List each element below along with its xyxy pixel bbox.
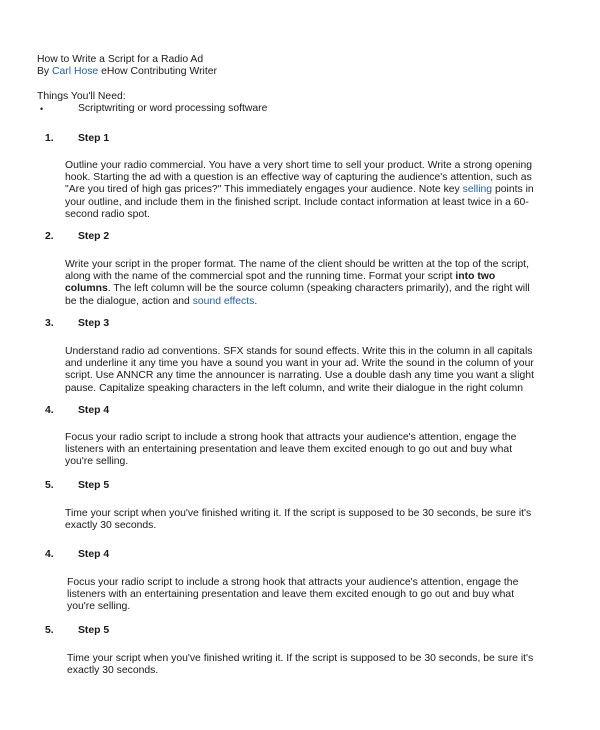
step-paragraph: [65, 259, 535, 308]
byline-prefix: By: [37, 66, 53, 77]
article-title: How to Write a Script for a Radio Ad: [37, 54, 204, 65]
bullet-icon: •: [40, 104, 44, 114]
step-text: . The left column will be the source column (speaking characters primarily), and the right will: [107, 283, 530, 295]
step-paragraph: [67, 653, 537, 677]
step-label: Step 2: [78, 231, 110, 242]
step-number: 5.: [45, 625, 54, 636]
step-paragraph: [65, 508, 535, 532]
step-text: points in: [492, 184, 534, 196]
step-label: Step 4: [78, 549, 110, 560]
step-bold-text: into two: [455, 271, 496, 283]
step-text-line: [65, 271, 535, 283]
step-text-line: exactly 30 seconds.: [65, 520, 157, 532]
step-text: be the dialogue, action and: [65, 295, 193, 307]
step-text: along with the name of the commercial spot and the running time. Format your script: [65, 271, 456, 283]
sound-effects-link[interactable]: sound effects: [192, 295, 255, 307]
step-text-line: [65, 296, 535, 308]
step-text-line: hook. Starting the ad with a question is an effective way of capturing the audience's attention, such as: [65, 172, 532, 184]
step-number: 4.: [45, 549, 54, 560]
byline-suffix: eHow Contributing Writer: [98, 66, 217, 77]
step-label: Step 3: [78, 318, 110, 329]
step-text-line: [65, 184, 535, 196]
step-paragraph: [67, 577, 537, 614]
step-paragraph: [65, 346, 535, 395]
step-text-line: you're selling.: [65, 456, 129, 468]
step-text-line: listeners with an entertaining presentation and leave them excited enough to go out and buy what: [65, 444, 513, 456]
step-text-line: Focus your radio script to include a strong hook that attracts your audience's attention, engage the: [65, 432, 517, 443]
step-text-line: second radio spot.: [65, 208, 150, 220]
step-text-line: exactly 30 seconds.: [67, 665, 159, 677]
step-number: 5.: [45, 480, 54, 491]
author-link[interactable]: Carl Hose: [52, 66, 99, 77]
step-text-line: pause. Capitalize speaking characters in the left column, and write their dialogue in the right column: [65, 382, 524, 394]
step-text-line: Focus your radio script to include a strong hook that attracts your audience's attention, engage the: [67, 577, 519, 588]
step-text-line: listeners with an entertaining presentation and leave them excited enough to go out and buy what: [67, 589, 515, 601]
step-text-line: Time your script when you've finished writing it. If the script is supposed to be 30 seconds, be sure it's: [65, 508, 532, 519]
step-bold-text: columns: [65, 283, 108, 295]
step-paragraph: [65, 160, 535, 221]
things-needed-heading: Things You'll Need:: [37, 91, 126, 102]
step-text: "Are you tired of high gas prices?" This immediately engages your audience. Note key: [65, 184, 463, 196]
selling-link[interactable]: selling: [462, 184, 493, 196]
step-text-line: Understand radio ad conventions. SFX stands for sound effects. Write this in the column in all capitals: [65, 346, 533, 357]
step-paragraph: [65, 432, 535, 469]
step-text-line: script. Use ANNCR any time the announcer is narrating. Use a double dash any time you want a slight: [65, 370, 534, 382]
step-text-line: [65, 283, 535, 295]
step-text-line: you're selling.: [67, 601, 131, 613]
step-number: 4.: [45, 405, 54, 416]
step-number: 3.: [45, 318, 54, 329]
step-number: 2.: [45, 231, 54, 242]
things-needed-item: Scriptwriting or word processing software: [78, 103, 268, 114]
step-number: 1.: [45, 133, 54, 144]
byline: [37, 66, 217, 78]
step-text-line: your outline, and include them in the finished script. Include contact information at least twice in a 60-: [65, 196, 529, 208]
step-text-line: and underline it any time you have a sound you want in your ad. Write the sound in the column of your: [65, 358, 534, 370]
step-text-line: Write your script in the proper format. The name of the client should be written at the top of the script,: [65, 259, 529, 270]
step-text-line: Outline your radio commercial. You have a very short time to sell your product. Write a strong opening: [65, 160, 533, 171]
step-text: .: [254, 295, 258, 307]
step-text-line: Time your script when you've finished writing it. If the script is supposed to be 30 seconds, be sure it's: [67, 653, 534, 664]
step-label: Step 4: [78, 405, 110, 416]
step-label: Step 1: [78, 133, 110, 144]
step-label: Step 5: [78, 480, 110, 491]
step-label: Step 5: [78, 625, 110, 636]
